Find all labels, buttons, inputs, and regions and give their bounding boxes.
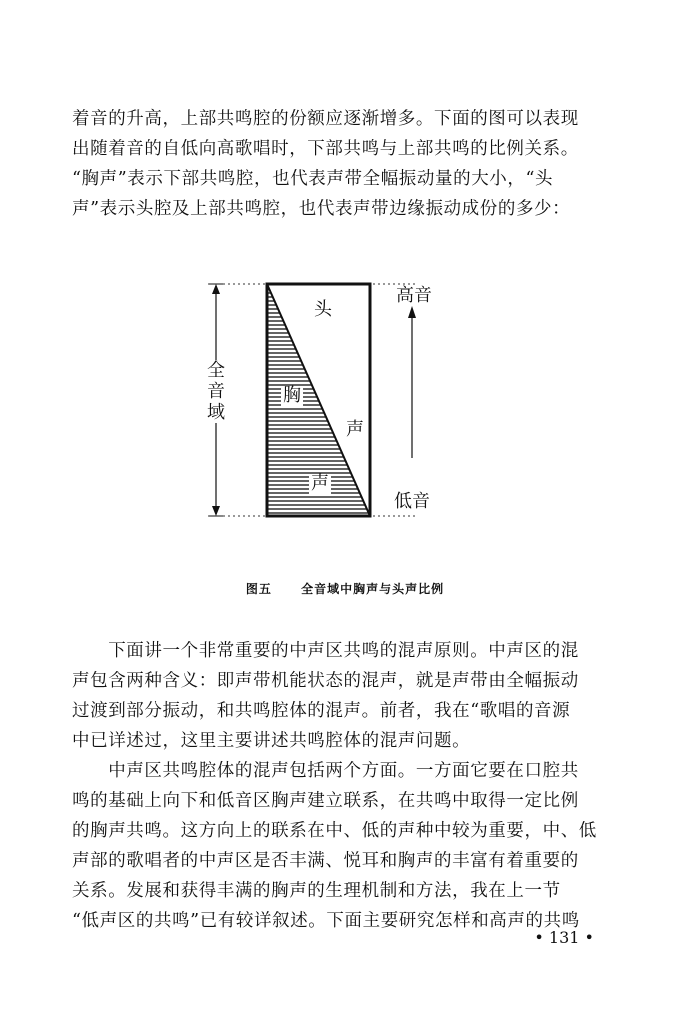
head-voice-label-2: 声	[346, 419, 364, 440]
high-pitch-label: 高音	[396, 285, 432, 306]
figure-caption-text: 全音域中胸声与头声比例	[301, 582, 445, 596]
text-line: 着音的升高，上部共鸣腔的份额应逐渐增多。下面的图可以表现	[72, 109, 579, 129]
text-line: 下面讲一个非常重要的中声区共鸣的混声原则。中声区的混	[72, 641, 579, 661]
full-range-label	[206, 360, 226, 423]
head-label: 头	[314, 299, 332, 320]
low-pitch-label: 低音	[394, 491, 430, 512]
text-line: 中声区共鸣腔体的混声包括两个方面。一方面它要在口腔共	[72, 761, 579, 781]
text-line: 的胸声共鸣。这方向上的联系在中、低的声种中较为重要，中、低	[72, 821, 597, 841]
range-arrow-down-head	[212, 506, 220, 516]
text-line: 中已详述过，这里主要讲述共鸣腔体的混声问题。	[72, 731, 471, 751]
page-number: • 131 •	[534, 928, 594, 947]
chest-label: 胸	[283, 385, 301, 406]
text-line: 声部的歌唱者的中声区是否丰满、悦耳和胸声的丰富有着重要的	[72, 851, 579, 871]
text-line: “胸声”表示下部共鸣腔，也代表声带全幅振动量的大小，“头	[72, 169, 554, 189]
figure-chest-head-voice-diagram	[180, 268, 510, 538]
text-line: 鸣的基础上向下和低音区胸声建立联系，在共鸣中取得一定比例	[72, 791, 579, 811]
pitch-direction-arrow-head	[408, 306, 416, 318]
diagram-svg	[180, 268, 510, 538]
full-range-label-text: 全音域	[207, 360, 225, 423]
paragraph-top	[72, 104, 618, 224]
text-line: 出随着音的自低向高歌唱时，下部共鸣与上部共鸣的比例关系。	[72, 139, 579, 159]
text-line: 关系。发展和获得丰满的胸声的生理机制和方法，我在上一节	[72, 881, 561, 901]
text-line: “低声区的共鸣”已有较详叙述。下面主要研究怎样和高声的共鸣	[72, 911, 580, 931]
chest-voice-label-2: 声	[311, 473, 329, 494]
text-line: 过渡到部分振动，和共鸣腔体的混声。前者，我在“歌唱的音源	[72, 701, 571, 721]
paragraph-bottom	[72, 636, 618, 936]
figure-caption	[0, 580, 690, 597]
range-arrow-up-head	[212, 284, 220, 294]
figure-number: 图五	[245, 582, 272, 596]
text-line: 声”表示头腔及上部共鸣腔，也代表声带边缘振动成份的多少：	[72, 199, 571, 219]
text-line: 声包含两种含义：即声带机能状态的混声，就是声带由全幅振动	[72, 671, 579, 691]
